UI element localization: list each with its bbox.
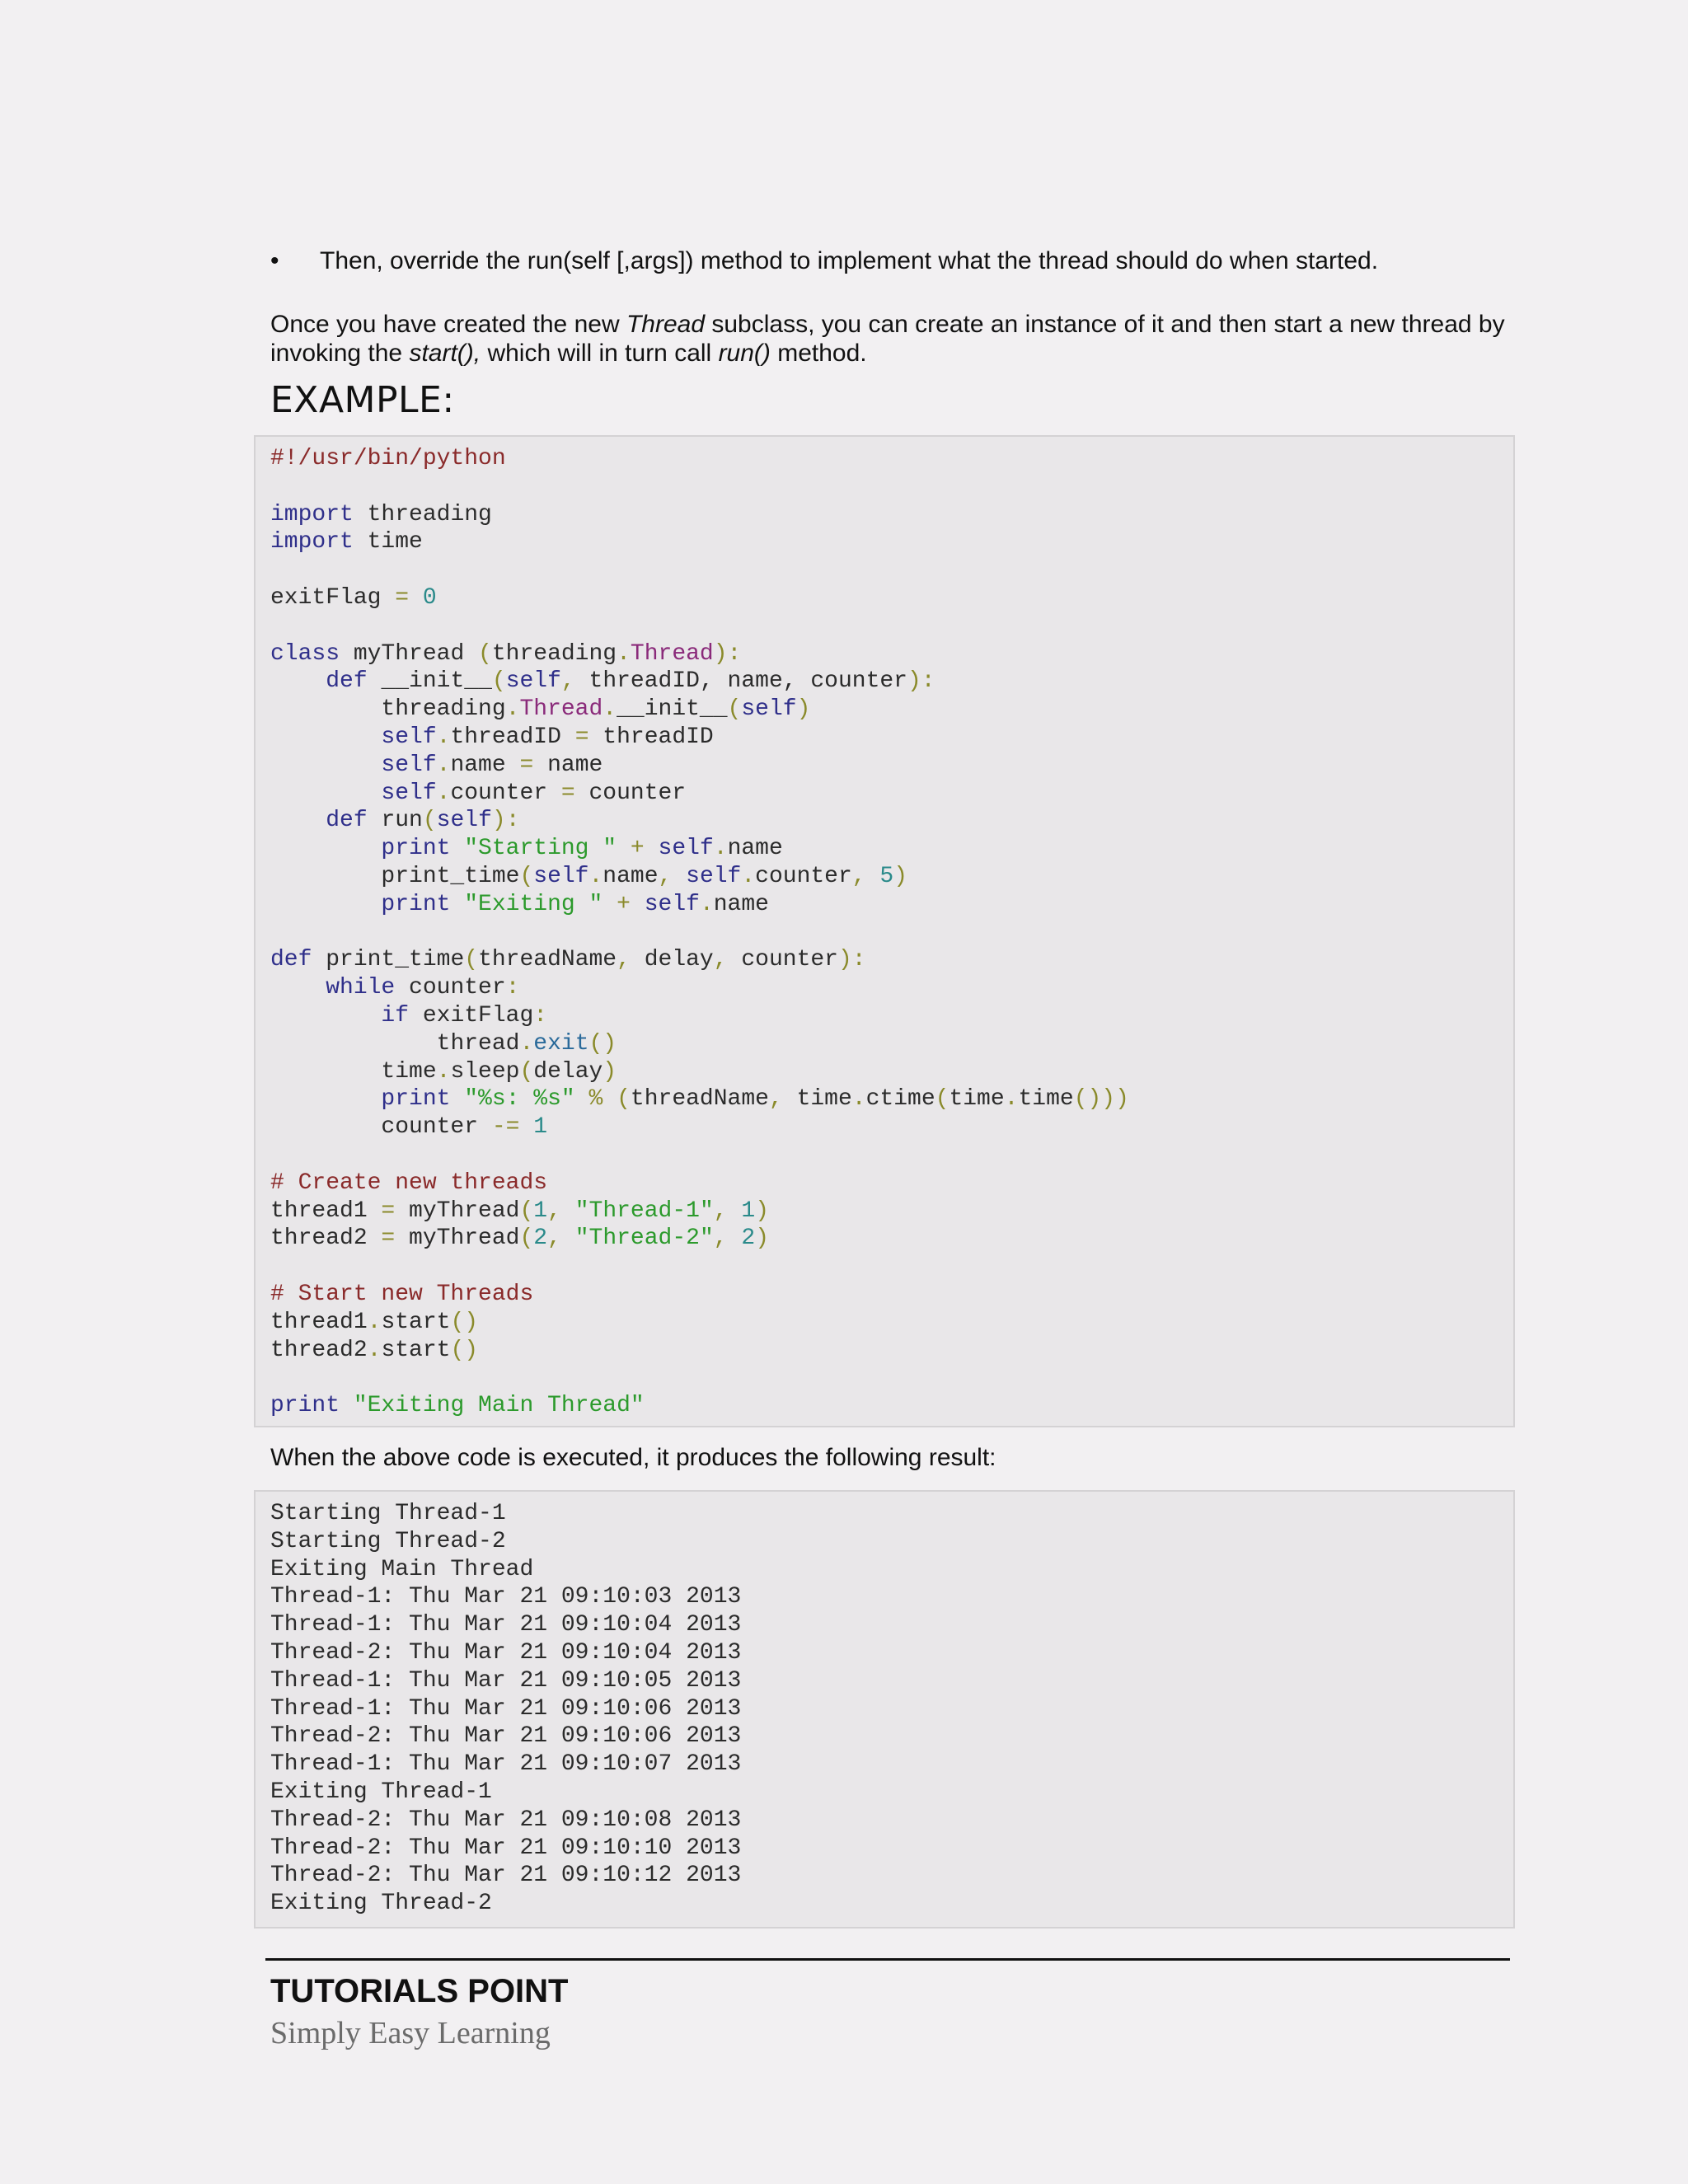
code-token: threading (381, 696, 506, 723)
para-part: which will in turn call (481, 340, 719, 367)
code-token: : (505, 808, 520, 834)
code-token: def (270, 947, 312, 973)
code-token: ( (422, 808, 437, 834)
code-token: . (367, 1337, 382, 1363)
code-token: time (381, 1058, 437, 1085)
code-token: . (436, 752, 451, 778)
code-token: counter (727, 947, 838, 973)
code-block (254, 435, 1515, 1427)
code-token: threadID, name, counter (574, 668, 907, 695)
code-token: , (713, 947, 728, 973)
code-token: , (560, 668, 575, 695)
code-token: 1 (533, 1114, 548, 1141)
code-token: = (574, 724, 589, 750)
code-token: name (603, 863, 659, 889)
code-token: 1 (533, 1197, 548, 1224)
intro-paragraph (270, 310, 1540, 368)
code-token: counter (395, 975, 506, 1001)
code-token: ) (907, 668, 921, 695)
footer-tagline: Simply Easy Learning (270, 2016, 551, 2050)
code-token: counter (450, 780, 561, 806)
code-token: threadID (588, 724, 714, 750)
code-token: ( (519, 1226, 534, 1252)
code-token: counter (755, 863, 852, 889)
code-token: ) (1101, 1086, 1116, 1113)
code-token: ( (519, 1197, 534, 1224)
code-token: thread (436, 1030, 520, 1057)
code-token: self (658, 836, 714, 862)
code-listing (256, 437, 1513, 1420)
code-token: ) (491, 808, 506, 834)
code-token: ( (519, 1058, 534, 1085)
code-token: () (450, 1309, 479, 1335)
code-token: def (326, 808, 368, 834)
code-token: , (768, 1086, 783, 1113)
code-token: ( (478, 640, 492, 667)
code-token: name (713, 891, 769, 917)
code-token: , (617, 947, 631, 973)
code-token: name (727, 836, 783, 862)
code-token: time (796, 1086, 852, 1113)
code-token: run (367, 808, 423, 834)
code-token: threadName (630, 1086, 769, 1113)
code-token: print (270, 1393, 340, 1419)
code-token: + (630, 836, 645, 862)
code-token: , (658, 863, 673, 889)
code-token: self (436, 808, 492, 834)
code-token: "Thread-1" (574, 1197, 714, 1224)
code-token: "%s: %s" (464, 1086, 575, 1113)
code-token: ) (603, 1058, 617, 1085)
code-token: + (617, 891, 631, 917)
output-line: Thread-1: Thu Mar 21 09:10:04 2013 (270, 1612, 742, 1638)
output-line: Starting Thread-1 (270, 1501, 506, 1526)
output-line: Thread-1: Thu Mar 21 09:10:05 2013 (270, 1667, 742, 1694)
code-token: Thread (630, 640, 714, 667)
code-token: self (381, 780, 437, 806)
output-line: Thread-1: Thu Mar 21 09:10:03 2013 (270, 1584, 742, 1610)
para-thread-term: Thread (626, 311, 706, 338)
code-token: delay (533, 1058, 603, 1085)
code-token: "Exiting Main Thread" (353, 1393, 645, 1419)
code-token: , (713, 1226, 728, 1252)
code-token: print (381, 836, 451, 862)
code-token: time (949, 1086, 1005, 1113)
output-line: Thread-2: Thu Mar 21 09:10:10 2013 (270, 1835, 742, 1861)
output-line: Thread-2: Thu Mar 21 09:10:06 2013 (270, 1723, 742, 1750)
code-token: ) (755, 1197, 769, 1224)
code-token: sleep (450, 1058, 520, 1085)
code-token: . (617, 640, 631, 667)
code-token: "Thread-2" (574, 1226, 714, 1252)
code-token: threadName (478, 947, 617, 973)
code-token: threadID (450, 724, 575, 750)
output-line: Exiting Thread-1 (270, 1779, 492, 1805)
code-token: ) (796, 696, 811, 723)
code-token: time (353, 529, 423, 555)
code-token: = (381, 1197, 396, 1224)
code-token: print_time (326, 947, 465, 973)
code-token: . (505, 696, 520, 723)
code-token: Thread (519, 696, 603, 723)
code-token: ( (727, 696, 742, 723)
code-token: , (713, 1197, 728, 1224)
code-token: : (533, 1002, 548, 1029)
code-token: import (270, 501, 354, 527)
code-token: -= (491, 1114, 520, 1141)
code-token: delay (630, 947, 714, 973)
code-token: "Starting " (464, 836, 617, 862)
output-line: Thread-2: Thu Mar 21 09:10:08 2013 (270, 1807, 742, 1833)
result-intro: When the above code is executed, it produces the following result: (270, 1444, 996, 1471)
code-token: ) (755, 1226, 769, 1252)
code-token: 1 (741, 1197, 756, 1224)
code-token: # Create new threads (270, 1169, 548, 1196)
code-token: #!/usr/bin/python (270, 446, 506, 471)
code-token: . (436, 780, 451, 806)
code-token: counter (574, 780, 687, 806)
code-token: , (547, 1197, 561, 1224)
code-token: __init__ (367, 668, 492, 695)
code-token: ) (837, 947, 852, 973)
code-token: = (395, 584, 410, 611)
output-line: Thread-2: Thu Mar 21 09:10:04 2013 (270, 1639, 742, 1666)
code-token: . (851, 1086, 866, 1113)
code-token: . (436, 1058, 451, 1085)
code-token: import (270, 529, 354, 555)
output-listing (256, 1492, 1513, 1918)
example-heading: EXAMPLE: (270, 379, 455, 421)
code-token: thread1 (270, 1197, 382, 1224)
code-token: . (588, 863, 603, 889)
code-token: : (505, 975, 520, 1001)
code-token: print (381, 1086, 451, 1113)
bullet-symbol: • (270, 247, 279, 274)
code-token: thread1 (270, 1309, 368, 1335)
code-token: : (727, 640, 742, 667)
code-token: "Exiting " (464, 891, 603, 917)
code-token: myThread (340, 640, 479, 667)
output-line: Exiting Main Thread (270, 1556, 534, 1582)
code-token: self (381, 724, 437, 750)
code-token: ( (464, 947, 479, 973)
code-token: myThread (395, 1226, 520, 1252)
code-token: 2 (533, 1226, 548, 1252)
code-token: print (381, 891, 451, 917)
code-token: class (270, 640, 340, 667)
output-block (254, 1490, 1515, 1929)
code-token: self (686, 863, 742, 889)
code-token: . (713, 836, 728, 862)
code-token: () (1073, 1086, 1102, 1113)
code-token: . (436, 724, 451, 750)
output-line: Exiting Thread-2 (270, 1891, 492, 1917)
code-token: if (381, 1002, 410, 1029)
para-run-term: run() (718, 340, 771, 367)
code-token: name (533, 752, 603, 778)
code-token: def (326, 668, 368, 695)
code-token: self (741, 696, 797, 723)
code-token: % (588, 1086, 603, 1113)
code-token: self (533, 863, 589, 889)
code-token: . (519, 1030, 534, 1057)
code-token: ( (617, 1086, 631, 1113)
code-token: while (326, 975, 396, 1001)
code-token: # Start new Threads (270, 1281, 534, 1307)
code-token: self (505, 668, 561, 695)
code-token: 5 (879, 863, 894, 889)
code-token: = (560, 780, 575, 806)
code-token: self (644, 891, 700, 917)
code-token: __init__ (617, 696, 728, 723)
para-part: subclass, you can create an instance of it and then start a new thread by invoking the (270, 311, 1505, 367)
code-token: counter (381, 1114, 492, 1141)
code-token: ( (519, 863, 534, 889)
code-token: name (450, 752, 520, 778)
code-token: threading (491, 640, 617, 667)
code-token: thread2 (270, 1337, 368, 1363)
para-start-term: start(), (409, 340, 481, 367)
code-token: . (367, 1309, 382, 1335)
para-part: method. (770, 340, 867, 367)
code-token: exitFlag (270, 584, 396, 611)
code-token: exit (533, 1030, 589, 1057)
code-token: . (699, 891, 714, 917)
code-token: ( (935, 1086, 950, 1113)
code-token: : (851, 947, 866, 973)
code-token: ) (1115, 1086, 1129, 1113)
code-token: 2 (741, 1226, 756, 1252)
code-token: , (851, 863, 866, 889)
code-token: self (381, 752, 437, 778)
output-line: Thread-1: Thu Mar 21 09:10:06 2013 (270, 1695, 742, 1722)
code-token: start (381, 1309, 451, 1335)
output-line: Thread-1: Thu Mar 21 09:10:07 2013 (270, 1751, 742, 1778)
code-token: myThread (395, 1197, 520, 1224)
code-token: print_time (381, 863, 520, 889)
code-token: () (450, 1337, 479, 1363)
code-token: start (381, 1337, 451, 1363)
code-token: exitFlag (409, 1002, 534, 1029)
code-token: : (921, 668, 935, 695)
code-token: . (741, 863, 756, 889)
code-token: = (519, 752, 534, 778)
code-token: ( (491, 668, 506, 695)
code-token: thread2 (270, 1226, 382, 1252)
code-token: ) (893, 863, 908, 889)
code-token: 0 (422, 584, 437, 611)
code-token: threading (353, 501, 492, 527)
para-part: Once you have created the new (270, 311, 626, 338)
code-token: time (1018, 1086, 1074, 1113)
code-token: ) (713, 640, 728, 667)
code-token: = (381, 1226, 396, 1252)
code-token: , (547, 1226, 561, 1252)
code-token: . (1004, 1086, 1019, 1113)
output-line: Thread-2: Thu Mar 21 09:10:12 2013 (270, 1863, 742, 1889)
code-token: ctime (865, 1086, 935, 1113)
output-line: Starting Thread-2 (270, 1528, 506, 1554)
footer-brand: TUTORIALS POINT (270, 1973, 569, 2009)
bullet-text: Then, override the run(self [,args]) method to implement what the thread should do when started. (320, 247, 1379, 274)
footer-divider (265, 1958, 1510, 1961)
code-token: . (603, 696, 617, 723)
code-token: () (588, 1030, 617, 1057)
